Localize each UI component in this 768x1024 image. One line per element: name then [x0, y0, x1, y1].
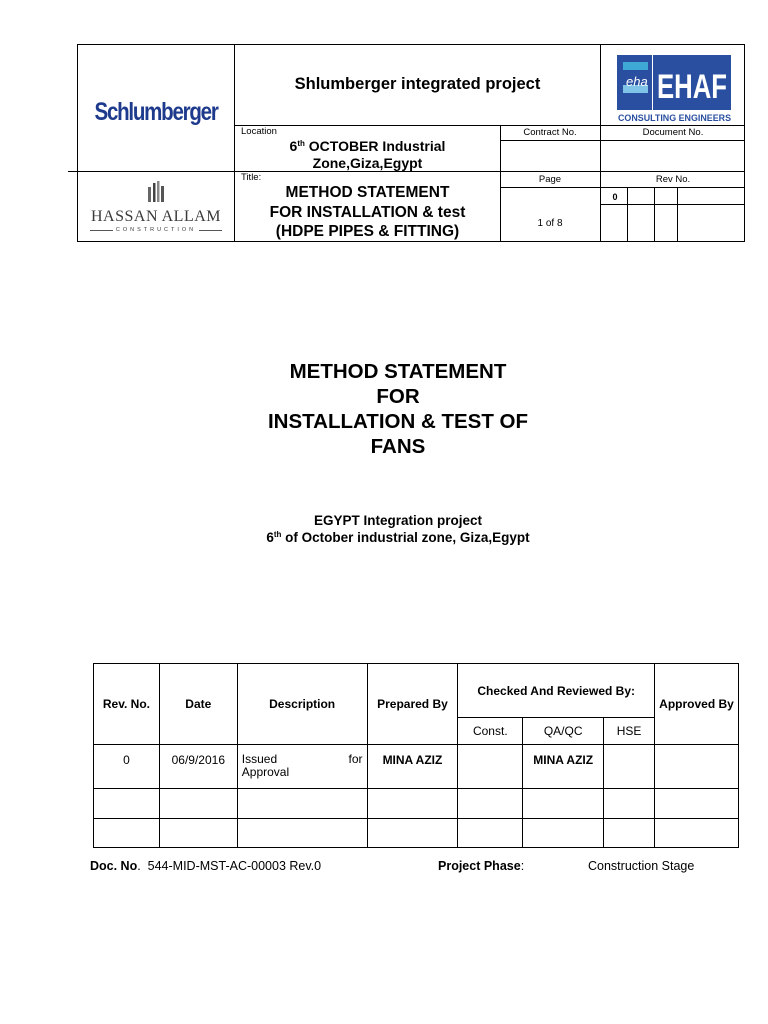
header-divider [677, 187, 678, 241]
header-divider [500, 140, 744, 141]
description-header: Description [237, 664, 367, 745]
project-phase-value: Construction Stage [588, 859, 695, 873]
svg-text:eha: eha [626, 74, 648, 89]
location-label: Location [241, 126, 277, 137]
const-header: Const. [458, 718, 523, 745]
prepared-by-header: Prepared By [367, 664, 458, 745]
hassan-allam-logo-subtext: CONSTRUCTION [90, 227, 222, 233]
method-statement-title: METHOD STATEMENT FOR INSTALLATION & test (HDPE PIPES & FITTING) [269, 184, 466, 240]
table-row [94, 789, 739, 819]
document-no-label: Document No. [642, 127, 704, 138]
header-tick [68, 171, 78, 172]
approved-by-cell [655, 745, 739, 789]
hassan-allam-mark-icon [147, 181, 165, 203]
rev-no-cell: 0 [94, 745, 160, 789]
header-divider [627, 187, 628, 241]
header-divider [600, 45, 601, 241]
document-main-title: METHOD STATEMENT FOR INSTALLATION & TEST OF FANS [267, 360, 529, 458]
date-cell: 06/9/2016 [159, 745, 237, 789]
project-phase-label: Project Phase: [438, 859, 525, 873]
title-label: Title: [241, 172, 262, 183]
const-cell [458, 745, 523, 789]
checked-reviewed-header: Checked And Reviewed By: [458, 664, 655, 718]
ehaf-logo [615, 53, 733, 123]
schlumberger-logo-text: Schlumberger [94, 97, 218, 126]
svg-text:EHAF: EHAF [657, 68, 727, 106]
revision-table [93, 663, 739, 848]
hse-header: HSE [604, 718, 655, 745]
table-row [94, 745, 739, 789]
approved-by-header: Approved By [655, 664, 739, 745]
contract-no-label: Contract No. [523, 127, 577, 138]
description-cell: Issued for Approval [237, 745, 367, 789]
rev-no-value: 0 [612, 192, 618, 202]
qaqc-cell: MINA AZIZ [523, 745, 604, 789]
qaqc-header: QA/QC [523, 718, 604, 745]
rev-no-header: Rev. No. [94, 664, 160, 745]
header-divider [234, 125, 744, 126]
header-divider [600, 204, 744, 205]
project-title: Shlumberger integrated project [294, 75, 541, 93]
prepared-by-cell: MINA AZIZ [367, 745, 458, 789]
svg-text:CONSULTING ENGINEERS: CONSULTING ENGINEERS [618, 113, 731, 123]
page-label: Page [538, 174, 562, 185]
page-value: 1 of 8 [537, 218, 563, 229]
date-header: Date [159, 664, 237, 745]
table-row [94, 819, 739, 848]
header-divider [500, 187, 744, 188]
hassan-allam-logo-text: HASSAN ALLAM [90, 208, 221, 225]
doc-number: Doc. No. 544-MID-MST-AC-00003 Rev.0 [90, 859, 322, 873]
header-divider [654, 187, 655, 241]
document-subtitle [200, 512, 596, 546]
subtitle-location: 6th of October industrial zone, Giza,Egypt [266, 530, 530, 545]
location-value: 6th OCTOBER Industrial Zone,Giza,Egypt [289, 138, 446, 171]
rev-no-label: Rev No. [655, 174, 691, 185]
hassan-allam-logo [78, 171, 234, 243]
schlumberger-logo [78, 45, 234, 169]
subtitle-project: EGYPT Integration project [313, 513, 483, 528]
document-header [77, 44, 745, 242]
hse-cell [604, 745, 655, 789]
